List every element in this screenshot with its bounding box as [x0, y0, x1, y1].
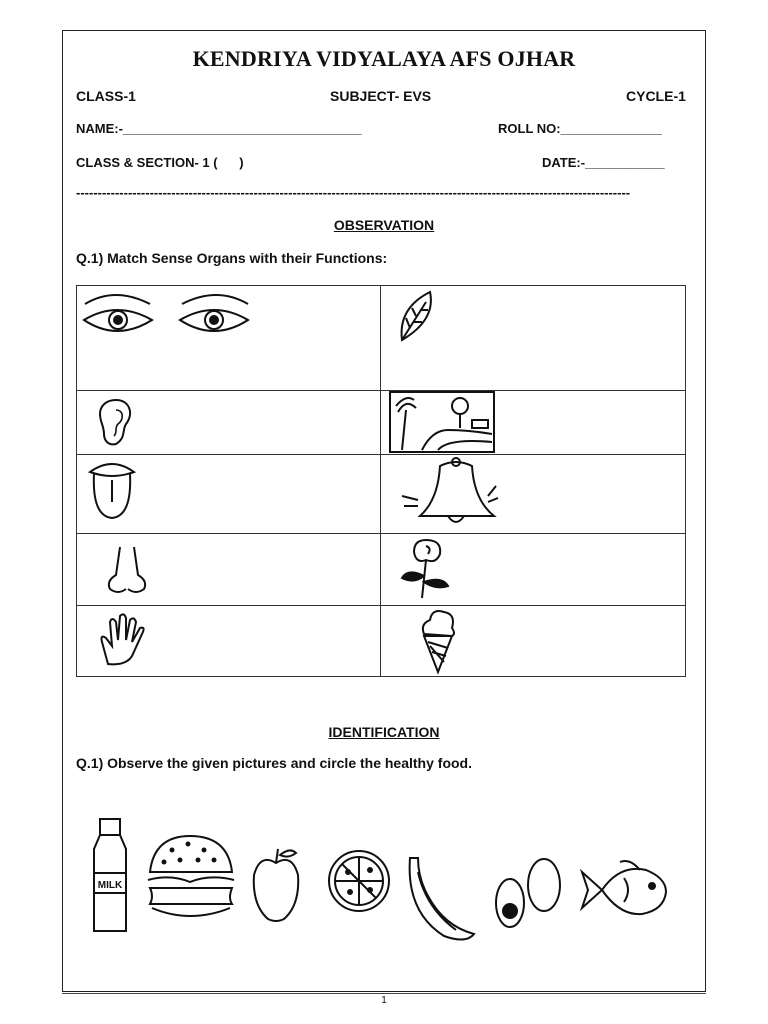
observation-question: Q.1) Match Sense Organs with their Functions:: [76, 250, 388, 266]
apple-icon: [250, 845, 302, 925]
rose-icon: [398, 536, 458, 600]
banana-icon: [404, 852, 478, 942]
eggs-icon: [494, 855, 566, 935]
milk-bottle-icon: [90, 815, 130, 935]
tongue-icon: [86, 458, 138, 522]
separator-line: --------------------------------------------------------------------------------------------------------------------------------: [76, 185, 631, 200]
roll-number-field: ROLL NO:______________: [498, 121, 662, 136]
observation-heading: OBSERVATION: [333, 217, 435, 233]
nose-icon: [104, 545, 150, 597]
cycle-label: CYCLE-1: [626, 88, 686, 104]
date-field: DATE:-___________: [542, 155, 665, 170]
page-number: 1: [381, 995, 387, 1006]
hand-icon: [96, 612, 148, 668]
ear-icon: [96, 398, 136, 448]
subject-label: SUBJECT- EVS: [330, 88, 432, 104]
identification-question: Q.1) Observe the given pictures and circle the healthy food.: [76, 755, 472, 771]
fish-icon: [580, 858, 670, 922]
svg-text:MILK: MILK: [97, 880, 123, 891]
ice-cream-icon: [418, 606, 458, 674]
leaf-icon: [396, 288, 436, 344]
scenery-icon: [388, 390, 496, 454]
class-section-field: CLASS & SECTION- 1 ( ): [76, 155, 244, 170]
eyes-icon: [80, 290, 250, 350]
bell-icon: [400, 456, 500, 530]
footer-line: [62, 993, 706, 994]
school-name: KENDRIYA VIDYALAYA AFS OJHAR: [192, 46, 576, 71]
burger-icon: [144, 832, 238, 922]
name-field: NAME:-_________________________________: [76, 121, 362, 136]
identification-heading: IDENTIFICATION: [328, 724, 440, 740]
pizza-icon: [326, 848, 392, 914]
class-label: CLASS-1: [76, 88, 136, 104]
